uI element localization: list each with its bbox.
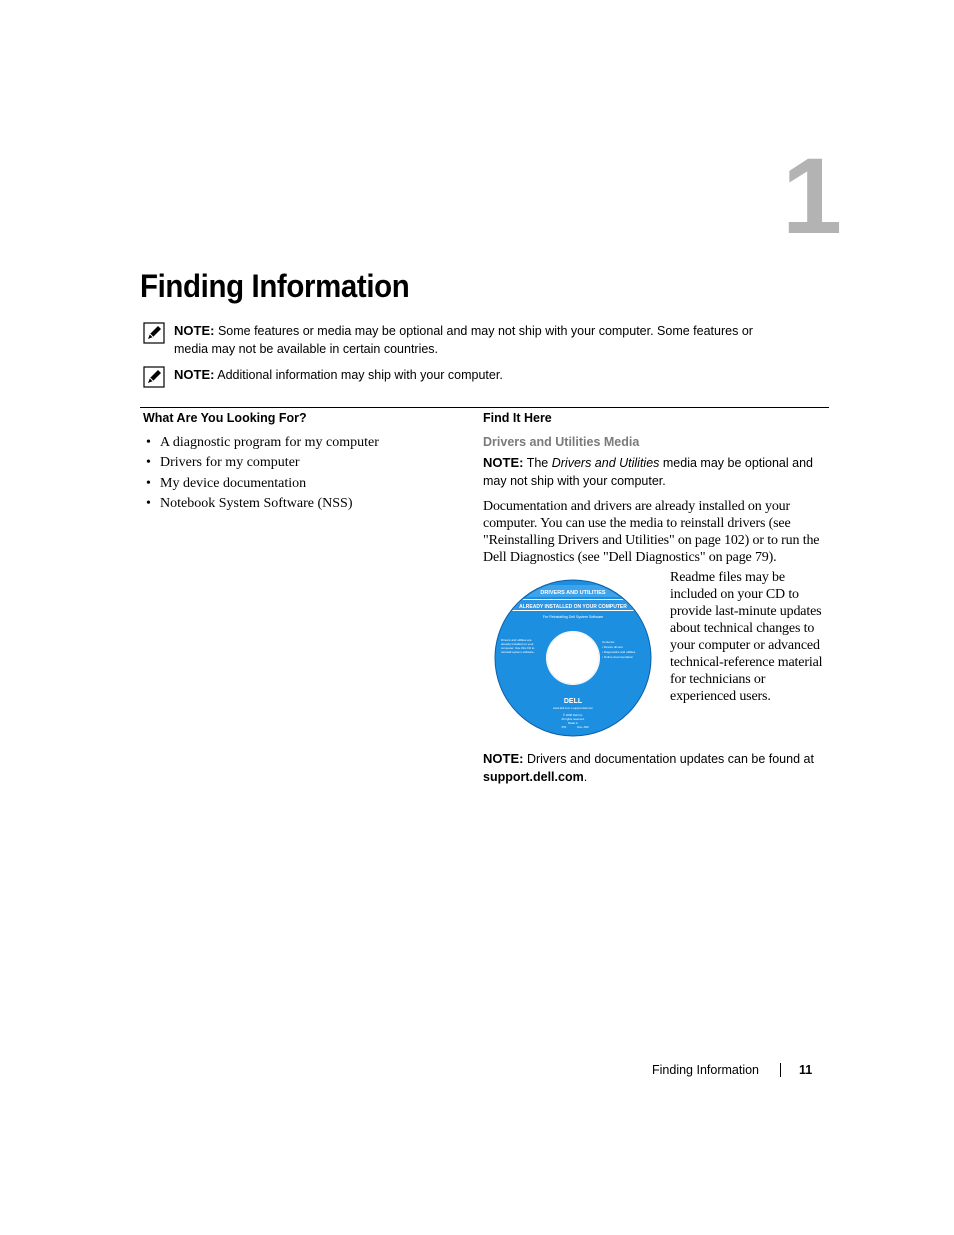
cd-left-text: computer. Use this CD to xyxy=(501,646,535,650)
note-text: Some features or media may be optional and may not ship with your computer. Some features or media may not be available in certain countries. xyxy=(174,324,753,356)
page-number: 11 xyxy=(799,1063,813,1077)
cd-right-text: • Diagnostics and utilities xyxy=(602,650,636,654)
section-heading: Drivers and Utilities Media xyxy=(483,435,640,449)
cd-bottom-text: Made in xyxy=(568,721,578,725)
list-item xyxy=(146,433,379,453)
bullet: • xyxy=(146,475,151,491)
right-column-header: Find It Here xyxy=(483,411,552,425)
cd-right-text: • Online documentation xyxy=(602,655,634,659)
footer-separator xyxy=(780,1063,781,1077)
note-label: NOTE: xyxy=(483,455,524,470)
cd-right-text: • Device drivers xyxy=(602,645,623,649)
note-text-post: media may be optional and may not ship with your computer. xyxy=(483,456,813,488)
bullet: • xyxy=(146,455,151,471)
cd-bottom-text: Rev. A00 xyxy=(577,725,589,729)
looking-for-list xyxy=(146,433,379,515)
cd-url-line: www.dell.com | support.dell.com xyxy=(553,706,593,710)
cd-bottom-text: P/N xyxy=(561,725,567,729)
note-pencil-icon xyxy=(143,366,165,388)
note-label: NOTE: xyxy=(174,323,215,338)
media-note xyxy=(483,454,823,490)
readme-paragraph: Readme files may be included on your CD to provide last-minute updates about technical changes to your computer or advanced technical-reference material for technicians or experienced users. xyxy=(670,570,823,704)
cd-band-tagline: For Reinstalling Dell System Software xyxy=(542,615,604,619)
list-item-text: A diagnostic program for my computer xyxy=(160,435,379,450)
note-text-pre: The xyxy=(526,456,549,470)
cd-band-title: DRIVERS AND UTILITIES xyxy=(540,590,606,596)
list-item xyxy=(146,474,379,494)
cd-dell-logo: DELL xyxy=(563,698,583,705)
left-column-header: What Are You Looking For? xyxy=(143,411,307,425)
footer-section-title: Finding Information xyxy=(652,1063,760,1077)
list-item-text: Drivers for my computer xyxy=(160,455,300,471)
note-label: NOTE: xyxy=(174,367,215,382)
chapter-number: 1 xyxy=(782,135,843,256)
note-text-italic: Drivers and Utilities xyxy=(551,456,660,470)
page-title: Finding Information xyxy=(140,268,410,304)
updates-note xyxy=(483,750,828,786)
list-item-text: My device documentation xyxy=(160,475,307,491)
note-end: . xyxy=(583,769,588,784)
note-pencil-icon xyxy=(143,322,165,344)
list-item xyxy=(146,494,379,514)
note-block xyxy=(143,366,783,384)
bullet: • xyxy=(146,496,151,512)
note-text: Additional information may ship with your computer. xyxy=(217,368,503,382)
table-header-rule xyxy=(140,407,829,408)
cd-bottom-text: © 2006 Dell Inc. xyxy=(563,713,583,717)
note-text: Drivers and documentation updates can be found at xyxy=(526,752,814,766)
cd-left-text: Drivers and utilities are xyxy=(501,638,532,642)
find-it-here-column xyxy=(483,433,823,566)
list-item xyxy=(146,453,379,473)
note-block xyxy=(143,322,783,358)
drivers-utilities-cd-image xyxy=(494,579,652,737)
cd-bottom-text: All rights reserved. xyxy=(561,717,585,721)
support-link[interactable]: support.dell.com xyxy=(483,769,584,784)
cd-band-subtitle: ALREADY INSTALLED ON YOUR COMPUTER xyxy=(519,604,627,610)
bullet: • xyxy=(146,435,151,450)
note-label: NOTE: xyxy=(483,751,524,766)
cd-left-text: already installed on your xyxy=(501,642,534,646)
documentation-paragraph: Documentation and drivers are already installed on your computer. You can use the media to reinstall drivers (see "Reinstalling Drivers and Utilities" on page 102) or to run the Dell Diagnostics (see "Dell Diagnostics" on page 79). xyxy=(483,499,820,565)
cd-left-text: reinstall system software. xyxy=(501,650,535,654)
cd-center-hole xyxy=(547,632,599,684)
cd-right-text: Contents: xyxy=(602,640,615,644)
list-item-text: Notebook System Software (NSS) xyxy=(160,496,353,512)
